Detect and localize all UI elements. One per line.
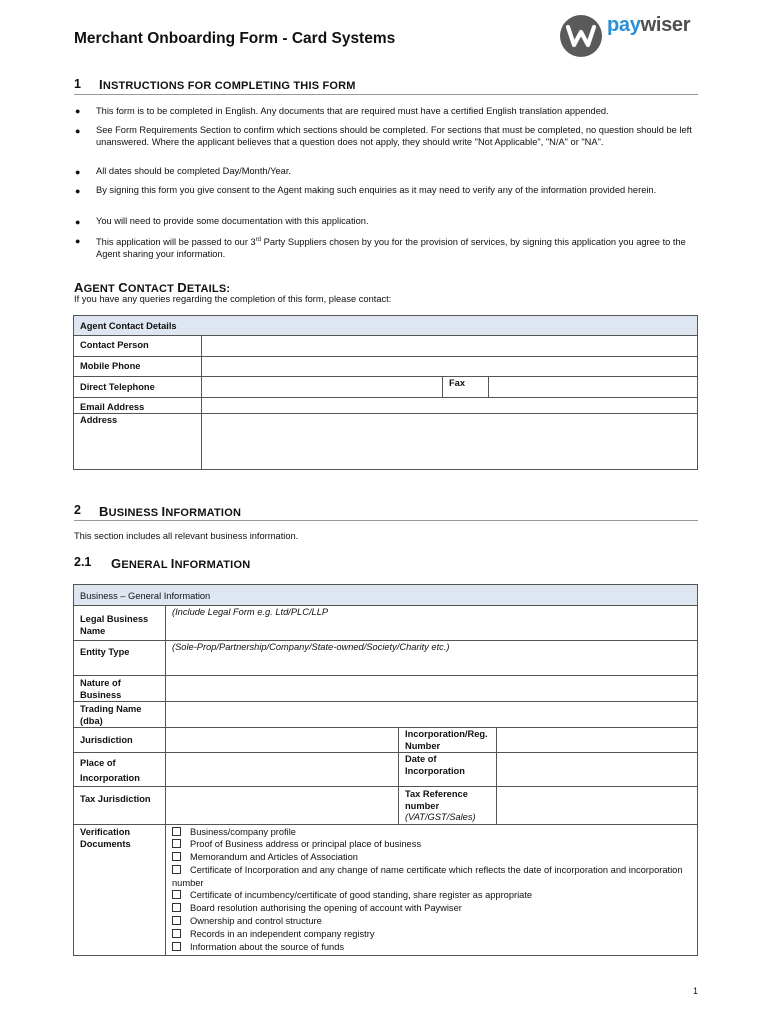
instruction-bullet: You will need to provide some documentation with this application. xyxy=(96,216,369,226)
entity-type-label: Entity Type xyxy=(74,641,166,676)
email-address-field[interactable] xyxy=(202,398,698,414)
tax-reference-number-field[interactable] xyxy=(497,787,698,825)
date-of-incorporation-field[interactable] xyxy=(497,753,698,787)
instruction-bullet: All dates should be completed Day/Month/Year. xyxy=(96,166,292,176)
section-intro: This section includes all relevant business information. xyxy=(74,531,299,541)
trading-name-field[interactable] xyxy=(166,702,698,728)
legal-business-name-label: Legal Business Name xyxy=(74,606,166,641)
subsection-number: 2.1 xyxy=(74,555,92,569)
table-header: Business – General Information xyxy=(74,585,698,606)
verification-documents-label: Verification Documents xyxy=(74,824,166,956)
address-field[interactable] xyxy=(202,414,698,470)
email-address-label: Email Address xyxy=(74,398,202,414)
checkbox[interactable] xyxy=(172,827,181,836)
fax-label: Fax xyxy=(443,377,489,398)
document-item[interactable]: Ownership and control structure xyxy=(172,915,691,928)
contact-person-field[interactable] xyxy=(202,336,698,357)
agent-contact-heading: AGENT CONTACT DETAILS: xyxy=(74,280,231,295)
mobile-phone-field[interactable] xyxy=(202,357,698,377)
checkbox[interactable] xyxy=(172,865,181,874)
place-of-incorporation-label: Place of Incorporation xyxy=(74,753,166,787)
bullet: ● xyxy=(75,236,81,246)
bullet: ● xyxy=(75,126,81,136)
section-title: INSTRUCTIONS FOR COMPLETING THIS FORM xyxy=(99,77,356,92)
jurisdiction-label: Jurisdiction xyxy=(74,728,166,753)
bullet: ● xyxy=(75,167,81,177)
document-item[interactable]: Records in an independent company registry xyxy=(172,928,691,941)
section-number: 1 xyxy=(74,77,81,91)
agent-contact-intro: If you have any queries regarding the completion of this form, please contact: xyxy=(74,294,392,304)
document-item[interactable]: Business/company profile xyxy=(172,826,691,839)
direct-telephone-label: Direct Telephone xyxy=(74,377,202,398)
logo-wordmark: paywiser xyxy=(607,14,691,36)
direct-telephone-field[interactable] xyxy=(202,377,443,398)
checkbox[interactable] xyxy=(172,890,181,899)
checkbox[interactable] xyxy=(172,929,181,938)
instruction-bullet: See Form Requirements Section to confirm which sections should be completed. For sections that must be completed, no question should be left unanswered. Where the applicant believes that a question does not apply, they should write "Not Applicable", "N/A" or "NA". xyxy=(96,125,692,148)
address-label: Address xyxy=(74,414,202,470)
page-title: Merchant Onboarding Form - Card Systems xyxy=(74,30,396,47)
checkbox[interactable] xyxy=(172,852,181,861)
jurisdiction-field[interactable] xyxy=(166,728,399,753)
tax-jurisdiction-field[interactable] xyxy=(166,787,399,825)
checkbox[interactable] xyxy=(172,942,181,951)
tax-reference-number-label: Tax Reference number (VAT/GST/Sales) xyxy=(399,787,497,825)
mobile-phone-label: Mobile Phone xyxy=(74,357,202,377)
section-number: 2 xyxy=(74,503,81,517)
document-item[interactable]: Proof of Business address or principal place of business xyxy=(172,838,691,851)
document-item[interactable]: Certificate of Incorporation and any change of name certificate which reflects the date of incorporation and incorporation number xyxy=(172,864,683,888)
document-item[interactable]: Information about the source of funds xyxy=(172,941,691,954)
document-item[interactable]: Certificate of incumbency/certificate of good standing, share register as appropriate xyxy=(172,889,691,902)
date-of-incorporation-label: Date of Incorporation xyxy=(399,753,497,787)
trading-name-label: Trading Name (dba) xyxy=(74,702,166,728)
tax-jurisdiction-label: Tax Jurisdiction xyxy=(74,787,166,825)
nature-of-business-label: Nature of Business xyxy=(74,676,166,702)
nature-of-business-field[interactable] xyxy=(166,676,698,702)
section-divider xyxy=(74,94,698,95)
contact-person-label: Contact Person xyxy=(74,336,202,357)
document-item[interactable]: Memorandum and Articles of Association xyxy=(172,851,691,864)
checkbox[interactable] xyxy=(172,839,181,848)
instruction-bullet: This application will be passed to our 3rd Party Suppliers chosen by you for the provision of services, by signing this application you agree to the Agent sharing your information. xyxy=(96,237,686,260)
place-of-incorporation-field[interactable] xyxy=(166,753,399,787)
agent-contact-table xyxy=(73,315,698,470)
table-header: Agent Contact Details xyxy=(74,316,698,336)
bullet: ● xyxy=(75,106,81,116)
page-number: 1 xyxy=(692,986,698,996)
subsection-title: GENERAL INFORMATION xyxy=(111,556,251,571)
section-title: BUSINESS INFORMATION xyxy=(99,504,242,519)
checkbox[interactable] xyxy=(172,916,181,925)
incorporation-reg-number-label: Incorporation/Reg. Number xyxy=(399,728,497,753)
instruction-bullet: By signing this form you give consent to the Agent making such enquiries as it may need to verify any of the information provided herein. xyxy=(96,185,657,195)
bullet: ● xyxy=(75,217,81,227)
verification-documents-list xyxy=(166,824,698,956)
business-general-info-table xyxy=(73,584,698,956)
checkbox[interactable] xyxy=(172,903,181,912)
fax-field[interactable] xyxy=(489,377,698,398)
instruction-bullet: This form is to be completed in English. Any documents that are required must have a certified English translation appended. xyxy=(96,106,609,116)
entity-type-field[interactable]: (Sole-Prop/Partnership/Company/State-owned/Society/Charity etc.) xyxy=(166,641,698,676)
document-item[interactable]: Board resolution authorising the opening of account with Paywiser xyxy=(172,902,691,915)
legal-business-name-field[interactable]: (Include Legal Form e.g. Ltd/PLC/LLP xyxy=(166,606,698,641)
incorporation-reg-number-field[interactable] xyxy=(497,728,698,753)
bullet: ● xyxy=(75,186,81,196)
section-divider xyxy=(74,520,698,521)
